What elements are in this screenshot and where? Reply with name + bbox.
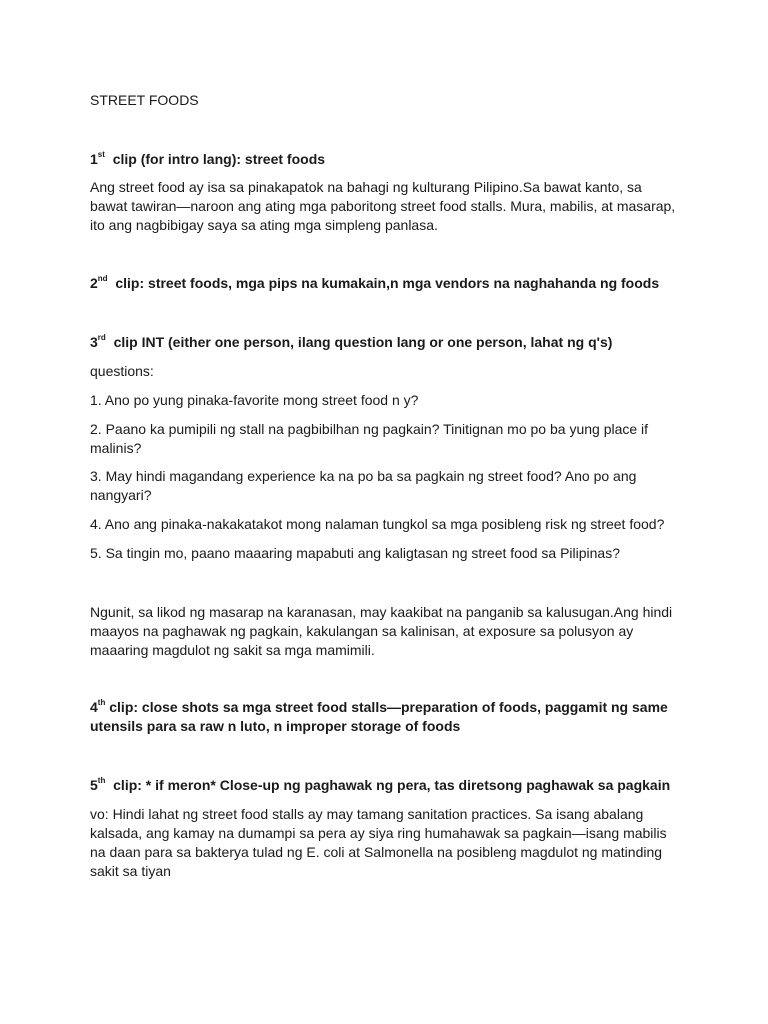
- clip1-heading-text: clip (for intro lang): street foods: [104, 151, 326, 167]
- clip3-heading: [90, 333, 680, 352]
- clip3-ordinal-suffix: rd: [97, 333, 106, 343]
- risk-paragraph: Ngunit, sa likod ng masarap na karanasan, may kaakibat na panganib sa kalusugan.Ang hindi maayos na paghawak ng pagkain, kakulangan sa kalinisan, at exposure sa polusyon ay maaaring magdulot ng sakit sa mga mamimili.: [90, 604, 673, 658]
- clip5-number: 5: [90, 777, 98, 793]
- clip2-heading: [90, 274, 680, 293]
- clip5-voiceover: vo: Hindi lahat ng street food stalls ay may tamang sanitation practices. Sa isang abalang kalsada, ang kamay na dumampi sa pera ay siya ring humahawak sa pagkain—isang mabilis na daan para sa bakterya tulad ng E. coli at Salmonella na posibleng magdulot ng matinding sakit sa tiyan: [90, 806, 667, 879]
- clip4-heading: [90, 698, 680, 736]
- question-item: 2. Paano ka pumipili ng stall na pagbibilhan ng pagkain? Tinitignan mo po ba yung place if malinis?: [90, 421, 649, 456]
- questions-label: questions:: [90, 363, 154, 379]
- clip1-heading: [90, 150, 680, 169]
- clip5-heading-text: clip: * if meron* Close-up ng paghawak ng pera, tas diretsong paghawak sa pagkain: [105, 777, 671, 793]
- document-title: STREET FOODS: [90, 92, 199, 108]
- clip2-ordinal-suffix: nd: [97, 274, 108, 284]
- clip3-heading-text: clip INT (either one person, ilang question lang or one person, lahat ng q's): [105, 334, 613, 350]
- clip1-ordinal-suffix: st: [97, 150, 105, 160]
- question-item: 5. Sa tingin mo, paano maaaring mapabuti ang kaligtasan ng street food sa Pilipinas?: [90, 545, 621, 561]
- question-item: 1. Ano po yung pinaka-favorite mong street food n y?: [90, 392, 419, 408]
- question-item: 3. May hindi magandang experience ka na po ba sa pagkain ng street food? Ano po ang nangyari?: [90, 468, 637, 503]
- clip3-number: 3: [90, 334, 98, 350]
- clip4-ordinal-suffix: th: [97, 698, 106, 708]
- clip4-heading-text: clip: close shots sa mga street food stalls—preparation of foods, paggamit ng same utensils para sa raw n luto, n improper storage of foods: [90, 699, 672, 734]
- question-item: 4. Ano ang pinaka-nakakatakot mong nalaman tungkol sa mga posibleng risk ng street food?: [90, 516, 665, 532]
- clip2-number: 2: [90, 275, 98, 291]
- clip1-body: Ang street food ay isa sa pinakapatok na bahagi ng kulturang Pilipino.Sa bawat kanto, sa bawat tawiran—naroon ang ating mga paboritong street food stalls. Mura, mabilis, at masarap, ito ang nagbibigay saya sa ating mga simpleng panlasa.: [90, 179, 676, 233]
- clip4-number: 4: [90, 699, 98, 715]
- clip2-heading-text: clip: street foods, mga pips na kumakain,n mga vendors na naghahanda ng foods: [107, 275, 660, 291]
- clip5-ordinal-suffix: th: [97, 776, 106, 786]
- clip1-number: 1: [90, 151, 98, 167]
- clip5-heading: [90, 776, 680, 795]
